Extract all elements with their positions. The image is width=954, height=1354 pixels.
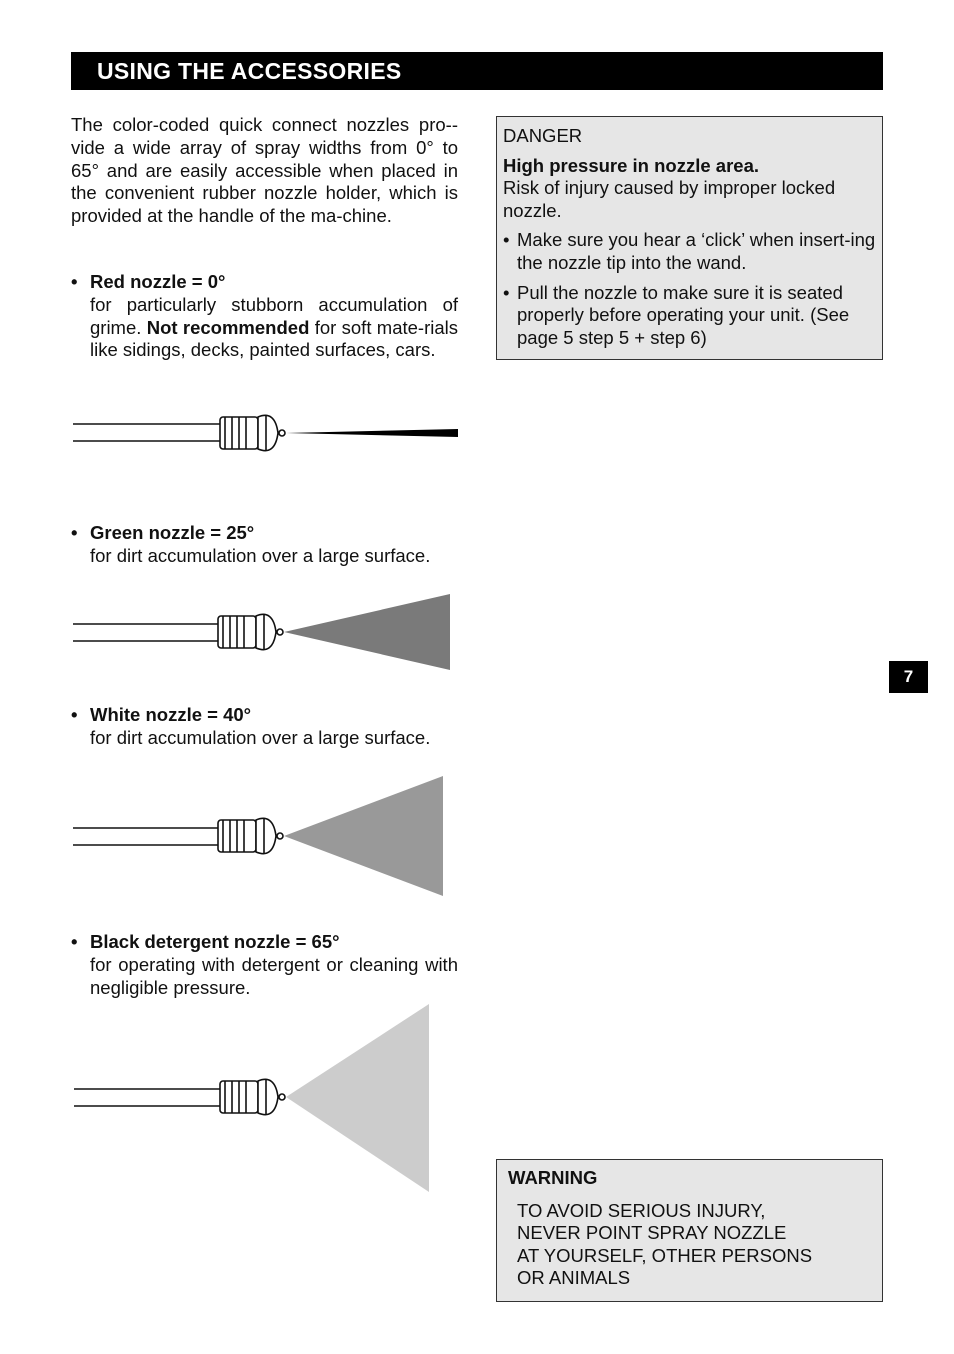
list-item: • Make sure you hear a ‘click’ when insert-ing the nozzle tip into the wand. [503, 229, 876, 273]
bullet-icon: • [503, 229, 510, 251]
danger-heading: DANGER [503, 125, 583, 146]
bullet-icon: • [503, 281, 510, 303]
danger-box [496, 116, 883, 360]
warning-line: OR ANIMALS [517, 1267, 631, 1289]
nozzle-coupler-icon [220, 1079, 285, 1115]
green-nozzle-heading: Green nozzle = 25° [90, 522, 255, 543]
warning-line: AT YOURSELF, OTHER PERSONS [517, 1244, 813, 1266]
bullet-icon: • [71, 271, 78, 292]
warning-heading: WARNING [508, 1167, 598, 1188]
black-nozzle-heading: Black detergent nozzle = 65° [90, 931, 340, 952]
not-recommended-text: Not recommended [146, 316, 310, 338]
intro-paragraph: The color-coded quick connect nozzles pro-vide a wide array of spray widths from 0° to 65° and are easily accessible when placed in the convenient rubber nozzle holder, which is provided at the handle of the ma-chine. [71, 114, 458, 227]
bullet-icon: • [71, 522, 78, 543]
warning-line: NEVER POINT SPRAY NOZZLE [517, 1222, 787, 1244]
bullet-icon: • [71, 704, 78, 725]
white-nozzle-item [71, 704, 458, 750]
list-item: • Pull the nozzle to make sure it is seated properly before operating your unit. (See page 5 step 5 + step 6) [503, 281, 850, 348]
red-nozzle-item [71, 271, 458, 362]
white-nozzle-illustration [70, 774, 462, 900]
green-nozzle-illustration [70, 590, 462, 674]
black-nozzle-illustration [70, 1000, 462, 1196]
spray-cone [284, 776, 443, 896]
red-nozzle-illustration [70, 408, 462, 460]
warning-line: TO AVOID SERIOUS INJURY, [517, 1199, 766, 1221]
black-nozzle-item [71, 931, 458, 999]
bullet-icon: • [71, 931, 78, 952]
page-number: 7 [903, 667, 914, 686]
page-number-tab [889, 661, 928, 693]
nozzle-coupler-icon [218, 614, 283, 650]
spray-cone [286, 429, 458, 437]
section-title-bar [71, 52, 883, 90]
danger-list [503, 229, 876, 349]
red-nozzle-description: for particularly stubborn accumulation of grime. Not recommended for soft mate-rials like sidings, decks, painted surfaces, cars. [90, 293, 459, 361]
spray-cone [286, 1004, 429, 1192]
green-nozzle-description: for dirt accumulation over a large surface. [90, 544, 431, 566]
green-nozzle-item [71, 522, 458, 568]
warning-box [496, 1159, 883, 1302]
white-nozzle-heading: White nozzle = 40° [90, 704, 252, 725]
danger-subheading: High pressure in nozzle area. [503, 154, 759, 176]
nozzle-coupler-icon [220, 415, 285, 451]
section-title: USING THE ACCESSORIES [97, 57, 402, 84]
danger-text: Risk of injury caused by improper locked nozzle. [503, 177, 836, 221]
nozzle-coupler-icon [218, 818, 283, 854]
black-nozzle-description: for operating with detergent or cleaning with negligible pressure. [90, 953, 458, 998]
white-nozzle-description: for dirt accumulation over a large surface. [90, 726, 431, 748]
red-nozzle-heading: Red nozzle = 0° [90, 271, 226, 292]
spray-cone [284, 594, 450, 670]
